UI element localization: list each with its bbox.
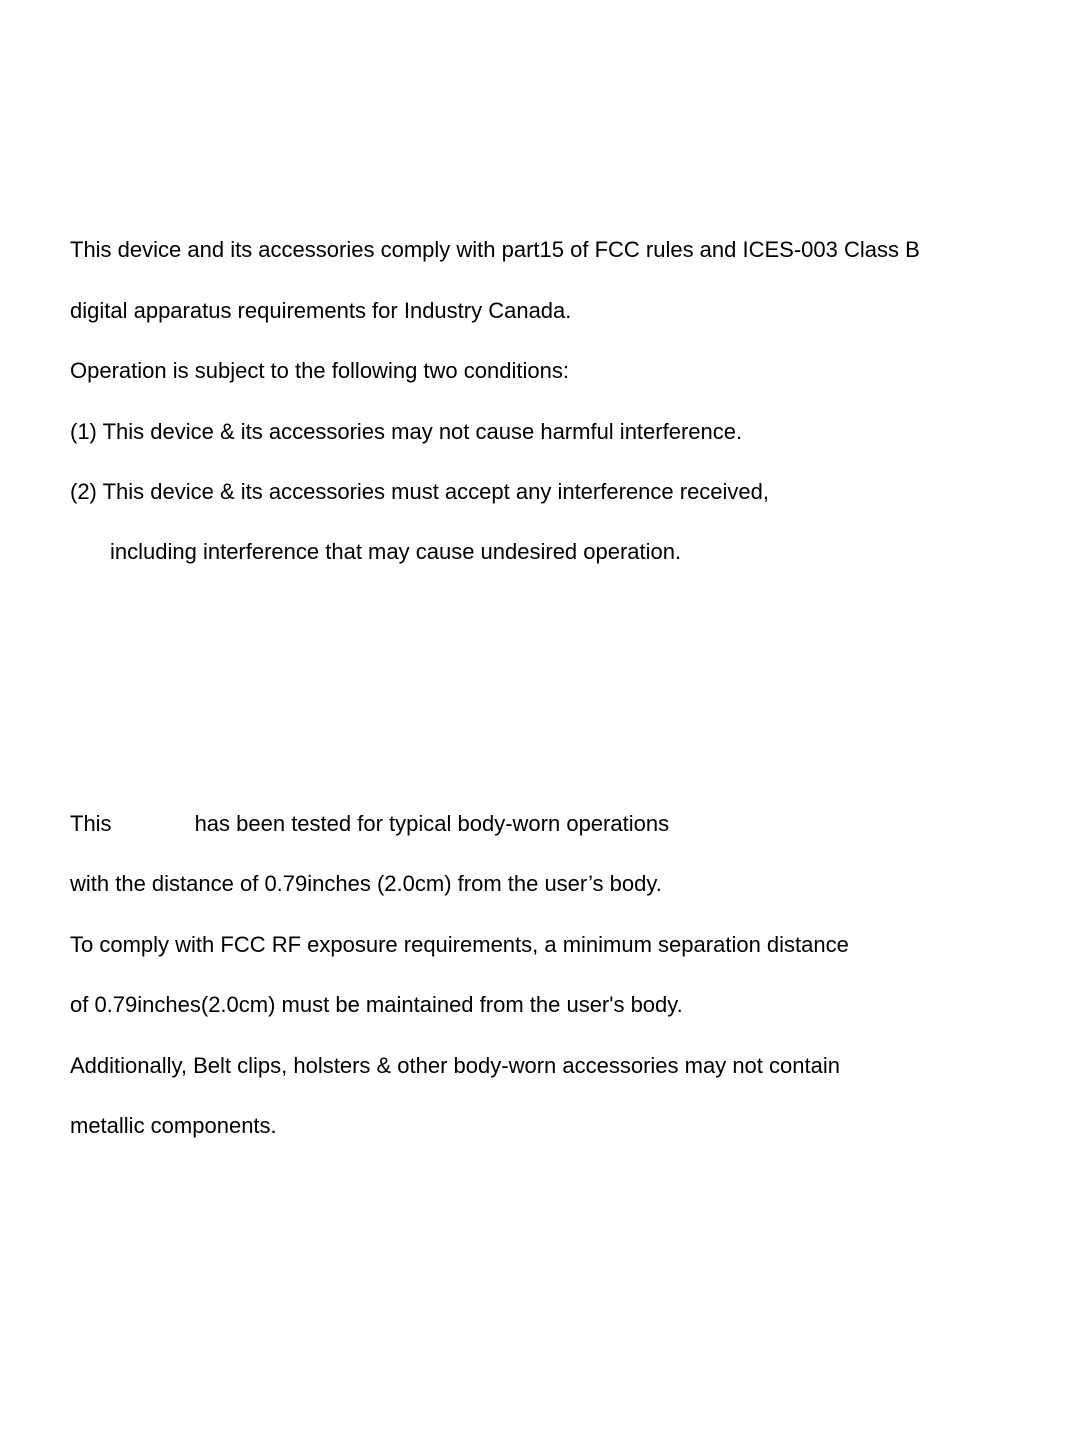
text-line: This device and its accessories comply with part15 of FCC rules and ICES-003 Class B: [70, 237, 920, 262]
text-line: Operation is subject to the following two conditions:: [70, 358, 569, 383]
text-line: (1) This device & its accessories may not cause harmful interference.: [70, 419, 743, 444]
text-line: of 0.79inches(2.0cm) must be maintained from the user's body.: [70, 992, 683, 1017]
text-line: (2) This device & its accessories must accept any interference received,: [70, 479, 770, 504]
text-line: digital apparatus requirements for Industry Canada.: [70, 298, 572, 323]
text-line: To comply with FCC RF exposure requirements, a minimum separation distance: [70, 932, 849, 957]
text-fragment: has been tested for typical body-worn operations: [194, 811, 670, 836]
text-fragment: This: [70, 811, 112, 836]
text-line: metallic components.: [70, 1113, 277, 1138]
text-line: Additionally, Belt clips, holsters & other body-worn accessories may not contain: [70, 1053, 840, 1078]
text-line: with the distance of 0.79inches (2.0cm) from the user’s body.: [70, 871, 662, 896]
text-line: including interference that may cause undesired operation.: [110, 539, 682, 564]
text-line: [70, 811, 669, 837]
